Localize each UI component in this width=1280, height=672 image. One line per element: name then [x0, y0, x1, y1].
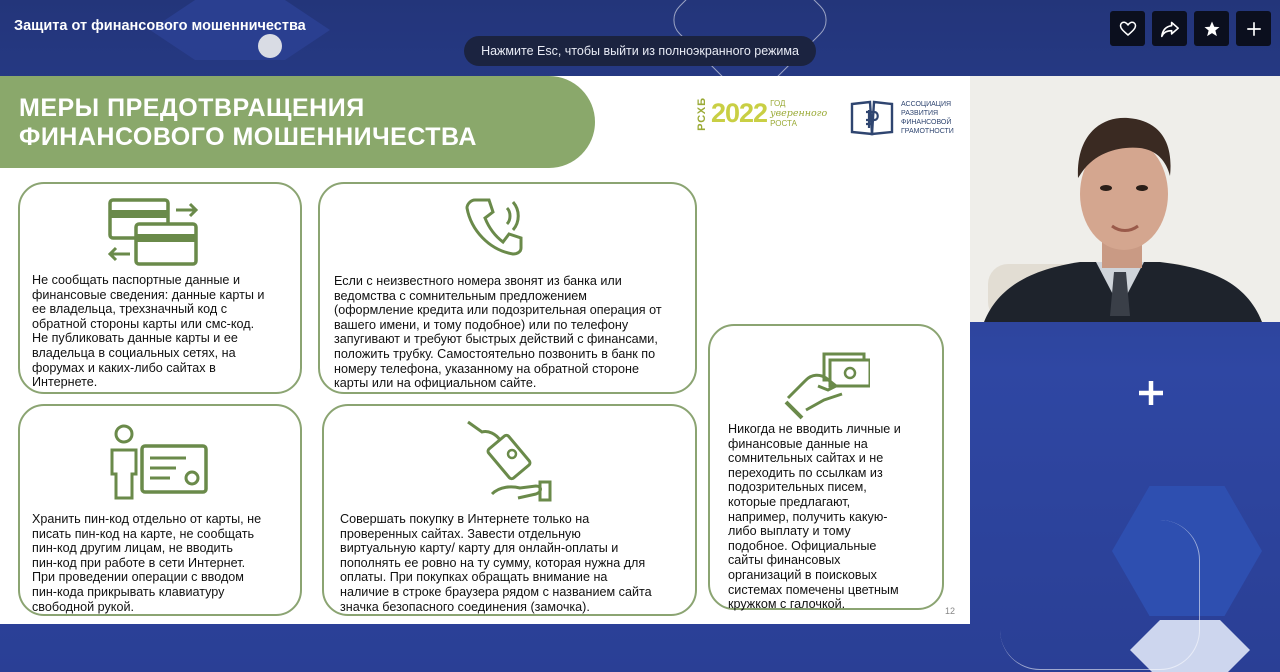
scrub-handle[interactable]: [258, 34, 282, 58]
tip-card-2: [318, 182, 697, 394]
presentation-slide: [0, 76, 970, 624]
star-icon: [1203, 20, 1221, 38]
tip-card-3-text: Никогда не вводить личные и финансовые данные на сомнительных сайтах и не переходить по ссылкам из подозрительных писем, которые предлагают, например, получить какую- либо выплату и тому подобное. Официальные сайты финансовых организаций в поисковых системах помечены цветным кружком с галочкой.: [728, 422, 901, 612]
like-button[interactable]: [1110, 11, 1145, 46]
tip-card-3: [708, 324, 944, 610]
assoc-line2: РАЗВИТИЯ: [901, 110, 939, 117]
online-payment-icon: [462, 416, 552, 506]
fullscreen-exit-hint: Нажмите Esc, чтобы выйти из полноэкранного режима: [464, 36, 816, 66]
rshb-logo: [696, 97, 827, 131]
person-card-icon: [106, 424, 210, 502]
slide-title-line1: МЕРЫ ПРЕДОТВРАЩЕНИЯ: [19, 94, 365, 122]
favorite-button[interactable]: [1194, 11, 1229, 46]
presenter-silhouette: [970, 76, 1280, 322]
rshb-logo-vertical: РСХБ: [696, 97, 708, 131]
tip-card-5: [322, 404, 697, 616]
rshb-logo-script2: РОСТА: [770, 118, 797, 128]
plus-icon: [1137, 379, 1165, 407]
slide-page-number: 12: [945, 606, 956, 616]
tip-card-2-text: Если с неизвестного номера звонят из банка или ведомства с сомнительным предложением (оформление кредита или подозрительная операция от вашего имени, и тому подобное) или по телефону запугивают и требуют быстрых действий с финансами, положить трубку. Самостоятельно позвонить в банк по номеру телефона, указанному на обратной стороне карты или на официальном сайте.: [334, 274, 662, 391]
tip-card-4-text: Хранить пин-код отдельно от карты, не писать пин-код на карте, не сообщать пин-код другим лицам, не вводить пин-код при работе в сети Интернет. При проведении операции с вводом пин-кода прикрывать клавиатуру свободной рукой.: [32, 512, 262, 614]
rshb-logo-year: 2022: [711, 98, 768, 129]
background-line: [1000, 520, 1200, 670]
tip-card-1: [18, 182, 302, 394]
assoc-line1: АССОЦИАЦИЯ: [901, 101, 952, 108]
heart-icon: [1119, 20, 1137, 38]
phone-call-icon: [459, 196, 529, 258]
hand-money-icon: [784, 350, 870, 420]
assoc-line3: ФИНАНСОВОЙ: [901, 119, 952, 126]
slide-title-line2: ФИНАНСОВОГО МОШЕННИЧЕСТВА: [19, 123, 477, 151]
tip-card-4: [18, 404, 302, 616]
add-button[interactable]: [1236, 11, 1271, 46]
tip-card-5-text: Совершать покупку в Интернете только на проверенных сайтах. Завести отдельную виртуальную карту/ карту для онлайн-оплаты и пополнять ее ровно на ту сумму, которая нужна для оплаты. При покупках обращать внимание на наличие в строке браузера рядом с названием сайта значка безопасного соединения (замочка).: [340, 512, 652, 614]
share-button[interactable]: [1152, 11, 1187, 46]
slide-title: [19, 94, 477, 152]
presenter-video: [970, 76, 1280, 322]
plus-icon: [1245, 20, 1263, 38]
video-title: Защита от финансового мошенничества: [14, 18, 306, 34]
slide-header-band: [0, 76, 595, 168]
open-book-ruble-icon: [849, 98, 895, 138]
tip-card-1-text: Не сообщать паспортные данные и финансовые сведения: данные карты и ее владельца, трехзначный код с обратной стороны карты или смс-код. Не публиковать данные карты и ее владельца в социальных сетях, на форумах и каких-либо сайтах в Интернете.: [32, 273, 265, 390]
card-transfer-icon: [106, 196, 202, 268]
share-arrow-icon: [1160, 20, 1180, 38]
rshb-logo-script1: уверенного: [770, 107, 828, 119]
assoc-line4: ГРАМОТНОСТИ: [901, 128, 954, 135]
rshb-logo-small: ГОД: [770, 98, 786, 108]
financial-literacy-logo: [849, 98, 954, 138]
